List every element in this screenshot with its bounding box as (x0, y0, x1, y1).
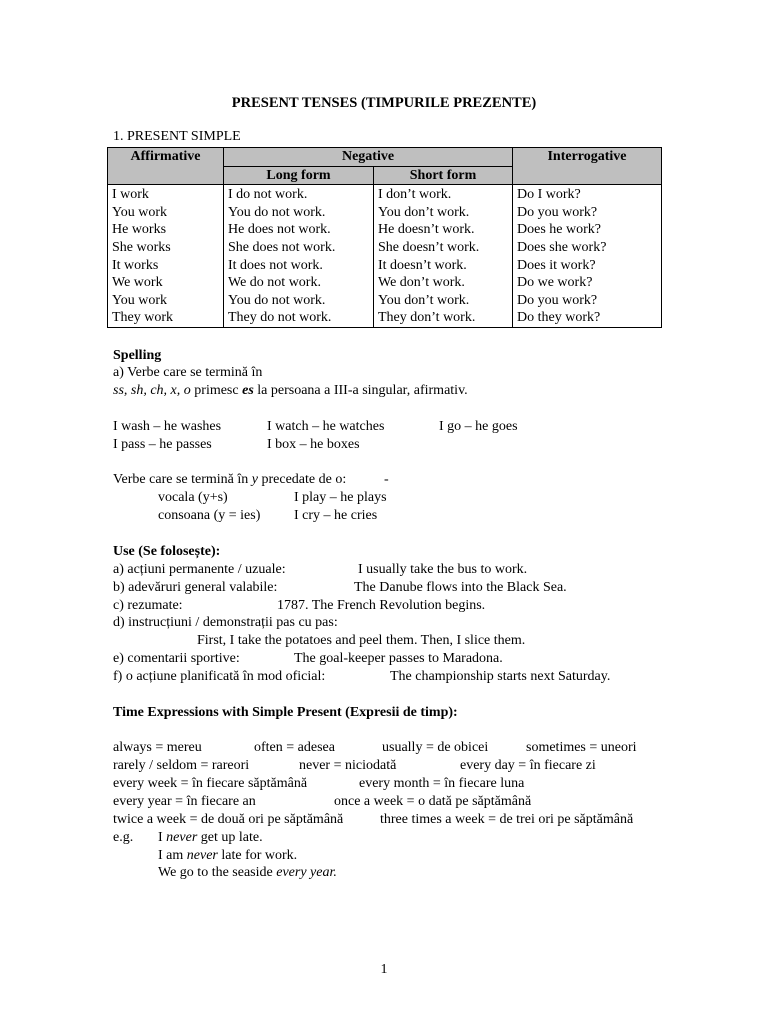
table-cell: He doesn’t work. (378, 222, 475, 238)
page-title: PRESENT TENSES (TIMPURILE PREZENTE) (231, 95, 537, 111)
time-expression: rarely / seldom = rareori (113, 758, 250, 773)
spelling-vowel-rule: vocala (y+s) (158, 490, 228, 505)
time-expression: usually = de obicei (382, 740, 489, 755)
long-form-column (224, 185, 374, 328)
time-expressions-heading: Time Expressions with Simple Present (Expresii de timp): (113, 705, 458, 720)
time-expression: every week = în fiecare săptămână (113, 776, 308, 791)
spelling-example: I box – he boxes (267, 437, 360, 452)
table-cell: He does not work. (228, 222, 331, 238)
table-cell: It does not work. (228, 257, 323, 273)
time-expression: often = adesea (254, 740, 335, 755)
table-cell: He works (112, 222, 167, 238)
spelling-example: I play – he plays (294, 490, 387, 505)
time-expression: every year = în fiecare an (113, 794, 256, 809)
spelling-rule-y: Verbe care se termină în y precedate de o: (113, 472, 347, 487)
example-sentence: We go to the seaside every year. (158, 865, 337, 880)
conjugation-table (107, 147, 662, 328)
table-cell: She doesn’t work. (378, 239, 480, 255)
table-cell: I do not work. (228, 187, 308, 203)
table-cell: They work (112, 310, 174, 326)
header-interrogative: Interrogative (513, 148, 662, 185)
table-cell: Does it work? (517, 257, 596, 273)
time-expression: always = mereu (113, 740, 202, 755)
spelling-consonant-rule: consoana (y = ies) (158, 508, 261, 523)
spelling-example: I cry – he cries (294, 508, 378, 523)
example-sentence: I never get up late. (158, 830, 263, 845)
table-cell: You do not work. (228, 204, 326, 220)
use-label: b) adevăruri general valabile: (113, 580, 278, 595)
table-cell: They do not work. (228, 310, 332, 326)
use-label: c) rezumate: (113, 598, 183, 613)
use-label: f) o acțiune planificată în mod oficial: (113, 669, 326, 684)
table-cell: I don’t work. (378, 187, 452, 203)
table-cell: Does she work? (517, 239, 607, 255)
table-cell: You do not work. (228, 292, 326, 308)
use-example: I usually take the bus to work. (358, 562, 528, 577)
header-affirmative: Affirmative (108, 148, 224, 185)
use-label: d) instrucțiuni / demonstrații pas cu pas: (113, 615, 338, 630)
example-sentence: I am never late for work. (158, 848, 298, 863)
table-cell: Do I work? (517, 187, 581, 203)
time-expression: sometimes = uneori (526, 740, 637, 755)
use-heading: Use (Se folosește): (113, 544, 221, 559)
spelling-example: I wash – he washes (113, 419, 222, 434)
example-label: e.g. (113, 830, 134, 845)
spelling-dash: - (384, 472, 389, 487)
time-expression: twice a week = de două ori pe săptămână (113, 812, 344, 827)
table-cell: We do not work. (228, 275, 321, 291)
time-expression: never = niciodată (299, 758, 397, 773)
time-expression: three times a week = de trei ori pe săptămână (380, 812, 634, 827)
table-cell: She works (112, 239, 171, 255)
time-expression: once a week = o dată pe săptămână (334, 794, 532, 809)
spelling-rule-a: a) Verbe care se termină în (113, 365, 263, 380)
table-cell: You don’t work. (378, 204, 470, 220)
use-example: The goal-keeper passes to Maradona. (294, 651, 503, 666)
table-cell: I work (112, 187, 149, 203)
use-example: The Danube flows into the Black Sea. (354, 580, 567, 595)
table-cell: You work (112, 292, 167, 308)
use-label: a) acțiuni permanente / uzuale: (113, 562, 286, 577)
use-example: First, I take the potatoes and peel them. Then, I slice them. (197, 633, 526, 648)
table-cell: We don’t work. (378, 275, 465, 291)
spelling-heading: Spelling (113, 348, 162, 363)
use-label: e) comentarii sportive: (113, 651, 240, 666)
table-cell: You work (112, 204, 167, 220)
header-long-form: Long form (224, 166, 374, 185)
affirmative-column (108, 185, 224, 328)
use-example: 1787. The French Revolution begins. (277, 598, 486, 613)
table-cell: She does not work. (228, 239, 336, 255)
table-cell: Does he work? (517, 222, 601, 238)
table-cell: We work (112, 275, 163, 291)
table-cell: Do you work? (517, 292, 598, 308)
spelling-example: I pass – he passes (113, 437, 212, 452)
header-negative: Negative (224, 148, 513, 167)
use-example: The championship starts next Saturday. (390, 669, 611, 684)
spelling-rule-endings: ss, sh, ch, x, o primesc es la persoana a III-a singular, afirmativ. (113, 383, 468, 398)
spelling-example: I watch – he watches (267, 419, 385, 434)
table-cell: It works (112, 257, 159, 273)
section-heading: 1. PRESENT SIMPLE (113, 129, 241, 144)
header-short-form: Short form (374, 166, 513, 185)
page-number: 1 (380, 962, 388, 977)
spelling-example: I go – he goes (439, 419, 518, 434)
time-expression: every month = în fiecare luna (359, 776, 525, 791)
table-cell: Do you work? (517, 204, 598, 220)
interrogative-column (513, 185, 662, 328)
time-expression: every day = în fiecare zi (460, 758, 596, 773)
table-cell: Do we work? (517, 275, 593, 291)
table-cell: Do they work? (517, 310, 601, 326)
short-form-column (374, 185, 513, 328)
table-cell: You don’t work. (378, 292, 470, 308)
table-cell: It doesn’t work. (378, 257, 467, 273)
table-cell: They don’t work. (378, 310, 476, 326)
